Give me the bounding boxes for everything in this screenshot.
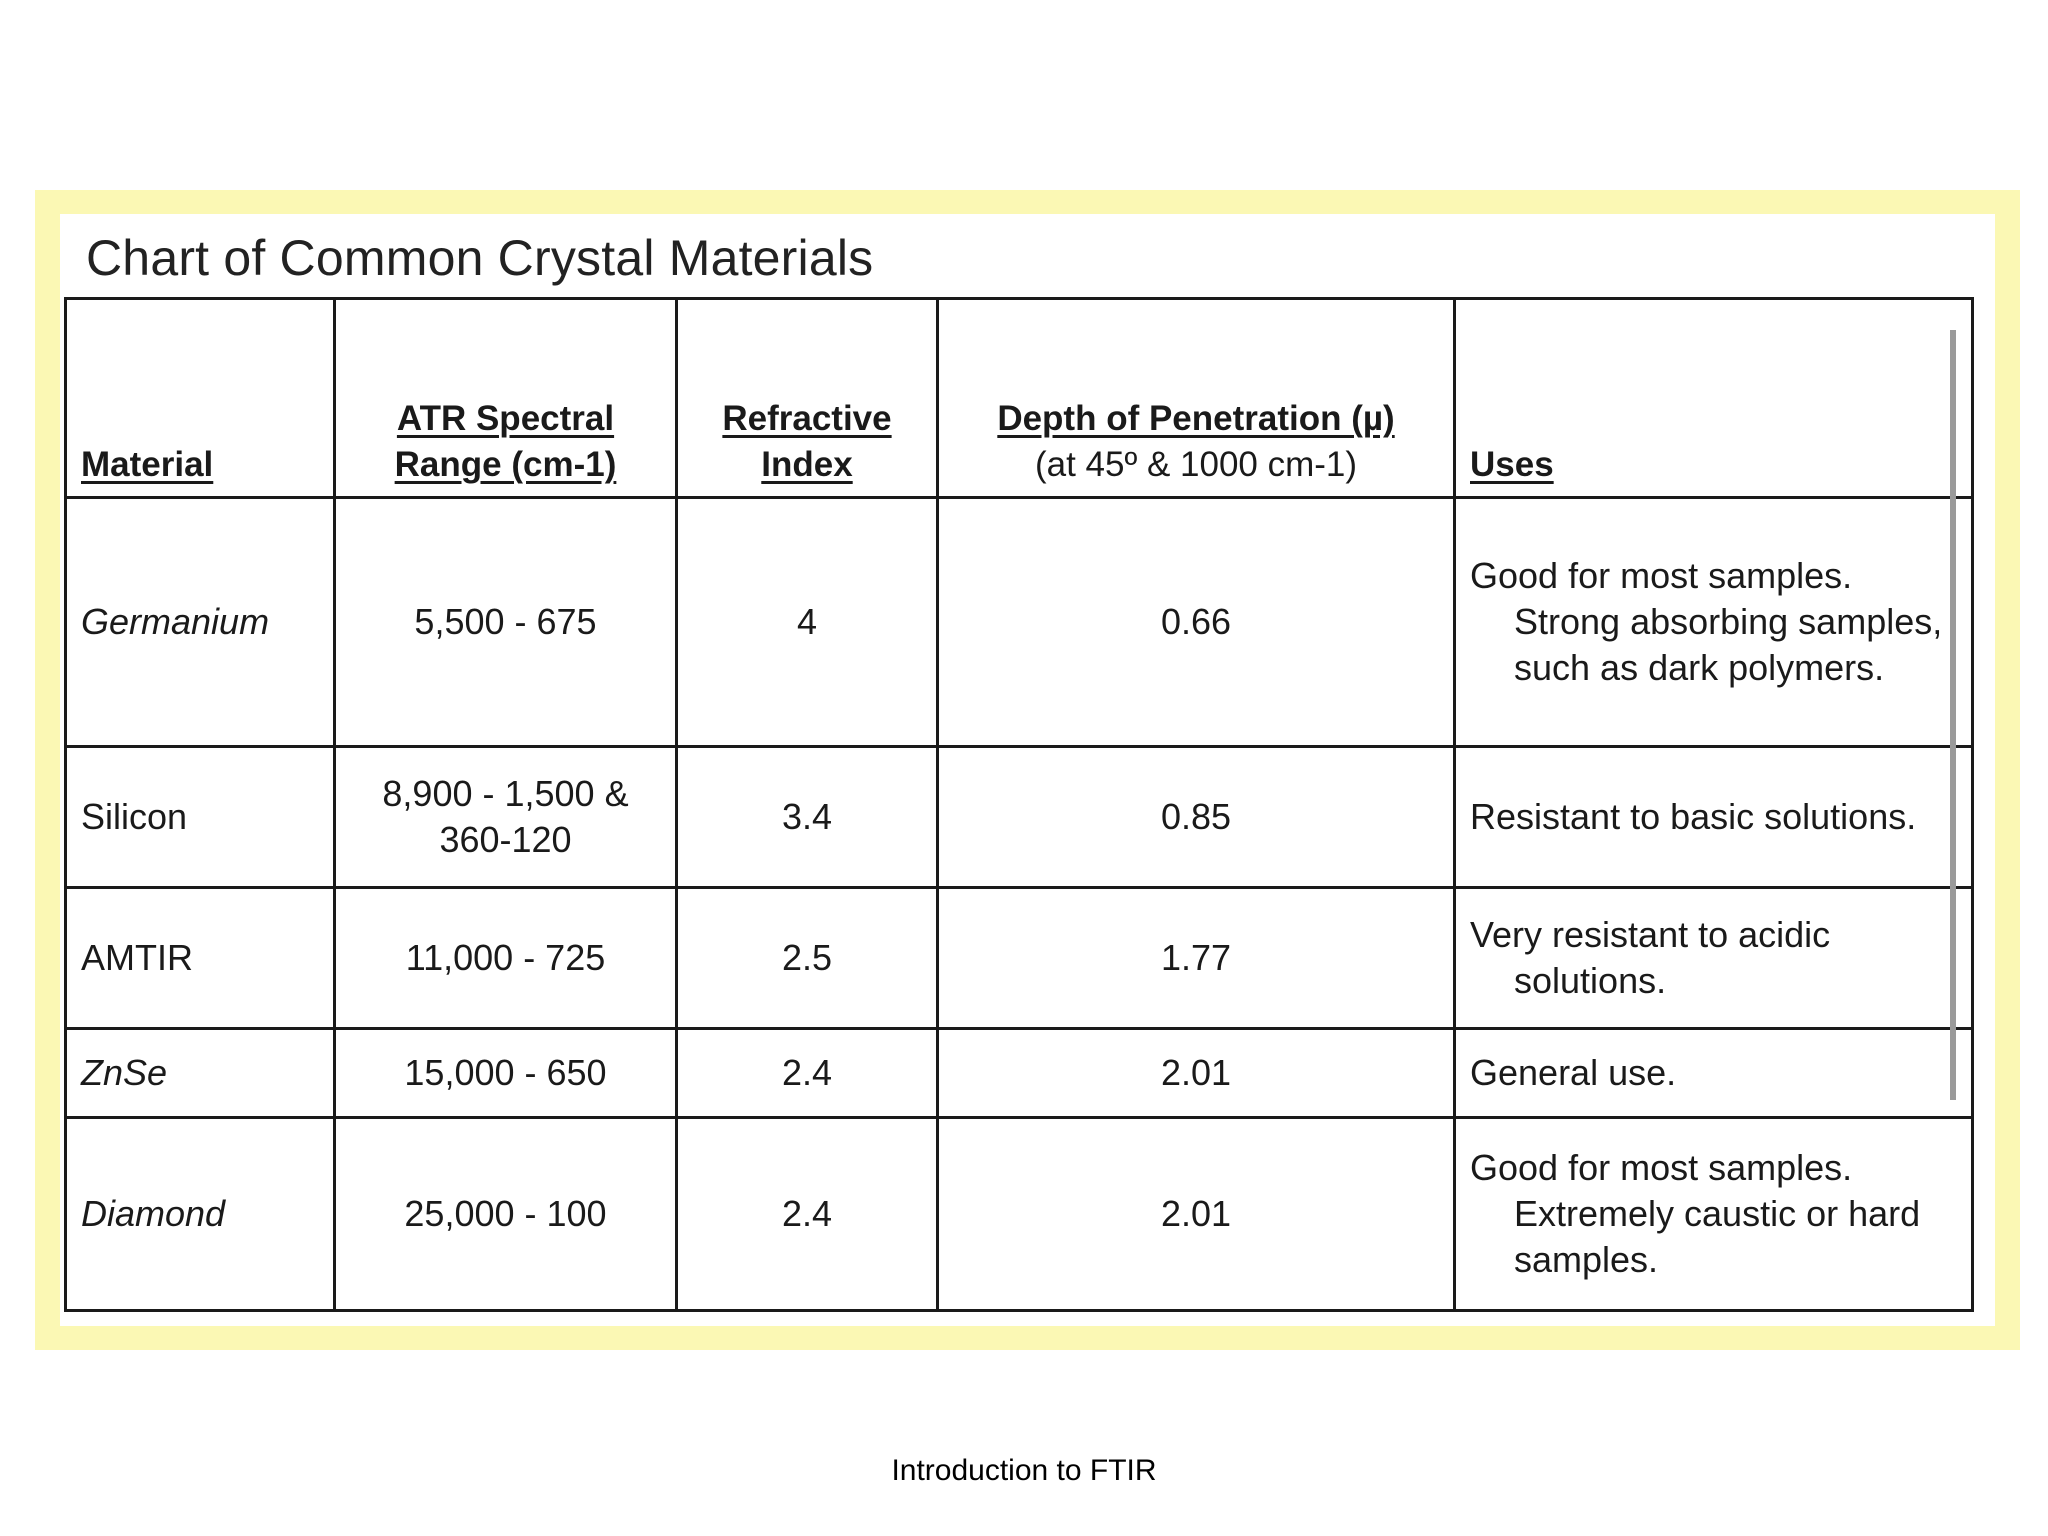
vertical-scrollbar[interactable]: [1950, 330, 1956, 1100]
uses-cell: General use.: [1455, 1029, 1973, 1118]
table-header-row: [66, 299, 1973, 498]
material-cell: ZnSe: [66, 1029, 335, 1118]
crystal-materials-table: [64, 297, 1974, 1312]
depth-cell: 0.85: [938, 747, 1455, 888]
range-cell: 5,500 - 675: [335, 498, 677, 747]
refractive-cell: 4: [677, 498, 938, 747]
header-depth-penetration: Depth of Penetration (µ) (at 45º & 1000 cm-1): [938, 299, 1455, 498]
refractive-cell: 2.4: [677, 1029, 938, 1118]
material-cell: Germanium: [66, 498, 335, 747]
header-material: Material: [66, 299, 335, 498]
table-row: [66, 888, 1973, 1029]
header-spectral-range: ATR Spectral Range (cm-1): [335, 299, 677, 498]
range-cell: 15,000 - 650: [335, 1029, 677, 1118]
depth-cell: 2.01: [938, 1118, 1455, 1311]
refractive-cell: 2.5: [677, 888, 938, 1029]
range-cell: 11,000 - 725: [335, 888, 677, 1029]
table-row: [66, 1118, 1973, 1311]
table-row: [66, 498, 1973, 747]
table-row: [66, 747, 1973, 888]
material-cell: Silicon: [66, 747, 335, 888]
material-cell: AMTIR: [66, 888, 335, 1029]
header-uses: Uses: [1455, 299, 1973, 498]
uses-cell: Good for most samples. Extremely caustic or hard samples.: [1455, 1118, 1973, 1311]
uses-cell: Good for most samples. Strong absorbing samples, such as dark polymers.: [1455, 498, 1973, 747]
table-row: [66, 1029, 1973, 1118]
refractive-cell: 3.4: [677, 747, 938, 888]
material-cell: Diamond: [66, 1118, 335, 1311]
range-cell: 8,900 - 1,500 & 360-120: [335, 747, 677, 888]
depth-cell: 0.66: [938, 498, 1455, 747]
uses-cell: Very resistant to acidic solutions.: [1455, 888, 1973, 1029]
uses-cell: Resistant to basic solutions.: [1455, 747, 1973, 888]
chart-title: Chart of Common Crystal Materials: [86, 230, 874, 286]
depth-cell: 1.77: [938, 888, 1455, 1029]
refractive-cell: 2.4: [677, 1118, 938, 1311]
range-cell: 25,000 - 100: [335, 1118, 677, 1311]
depth-cell: 2.01: [938, 1029, 1455, 1118]
header-refractive-index: Refractive Index: [677, 299, 938, 498]
slide-footer: Introduction to FTIR: [891, 1454, 1157, 1487]
